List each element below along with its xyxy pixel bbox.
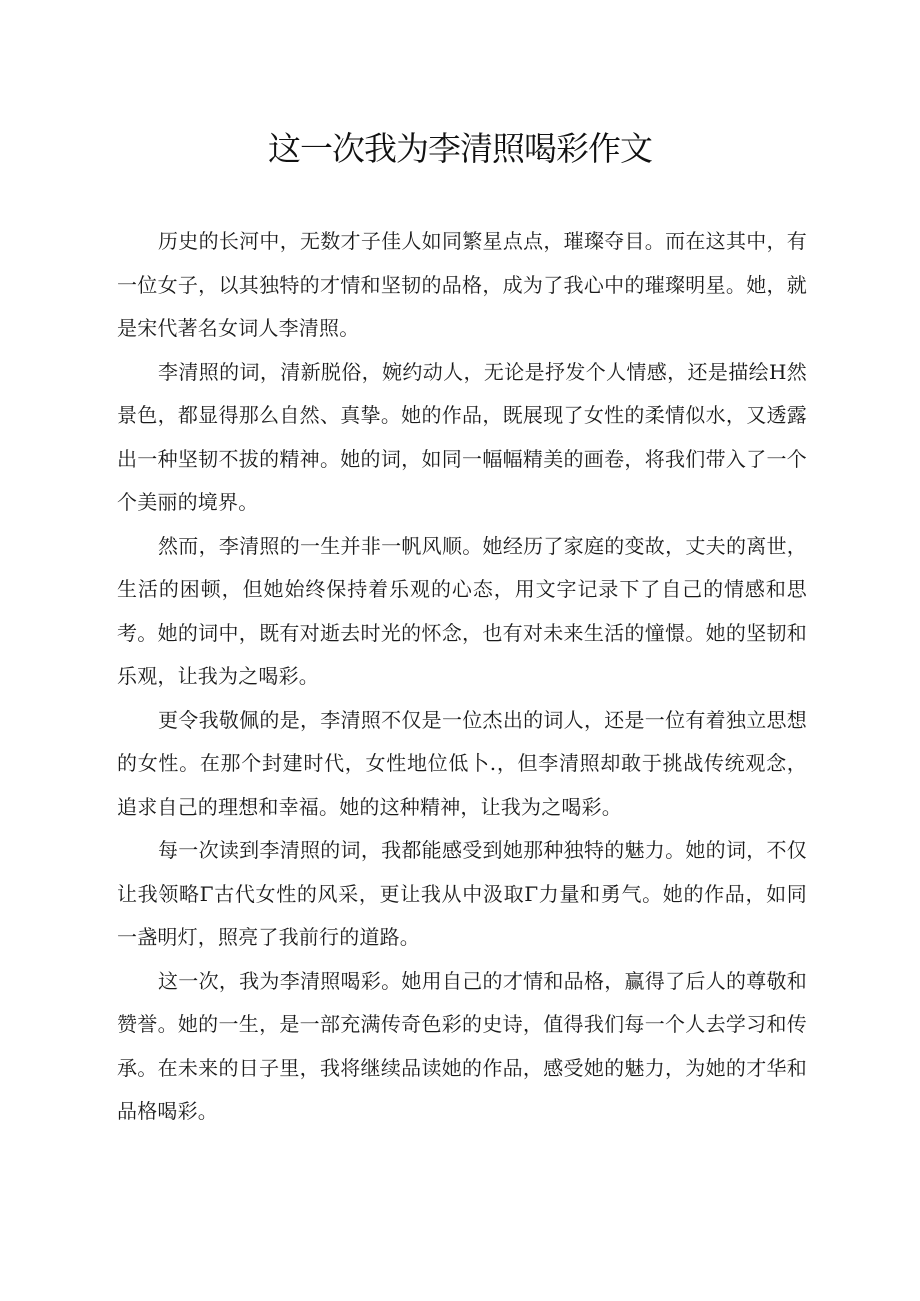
paragraph: 然而，李清照的一生并非一帆风顺。她经历了家庭的变故，丈夫的离世，生活的困顿，但她始终保持着乐观的心态，用文字记录下了自己的情感和思考。她的词中，既有对逝去时光的怀念，也有对未来生活的憧憬。她的坚韧和乐观，让我为之喝彩。 <box>117 533 807 688</box>
paragraph: 更令我敬佩的是，李清照不仅是一位杰出的词人，还是一位有着独立思想的女性。在那个封建时代，女性地位低卜.，但李清照却敢于挑战传统观念，追求自己的理想和幸福。她的这种精神，让我为之喝彩。 <box>117 707 807 819</box>
paragraph: 这一次，我为李清照喝彩。她用自己的才情和品格，赢得了后人的尊敬和赞誉。她的一生，是一部充满传奇色彩的史诗，值得我们每一个人去学习和传承。在未来的日子里，我将继续品读她的作品，感受她的魅力，为她的才华和品格喝彩。 <box>117 968 807 1123</box>
paragraph: 李清照的词，清新脱俗，婉约动人，无论是抒发个人情感，还是描绘H然景色，都显得那么自然、真挚。她的作品，既展现了女性的柔情似水，又透露出一种坚韧不拔的精神。她的词，如同一幅幅精美的画卷，将我们带入了一个个美丽的境界。 <box>117 359 807 514</box>
document-title: 这一次我为李清照喝彩作文 <box>268 129 652 168</box>
document-body <box>117 220 807 1134</box>
paragraph: 每一次读到李清照的词，我都能感受到她那种独特的魅力。她的词，不仅让我领略Γ古代女性的风采，更让我从中汲取Γ力量和勇气。她的作品，如同一盏明灯，照亮了我前行的道路。 <box>117 838 807 949</box>
paragraph: 历史的长河中，无数才子佳人如同繁星点点，璀璨夺目。而在这其中，有一位女子，以其独特的才情和坚韧的品格，成为了我心中的璀璨明星。她，就是宋代著名女词人李清照。 <box>117 229 807 340</box>
